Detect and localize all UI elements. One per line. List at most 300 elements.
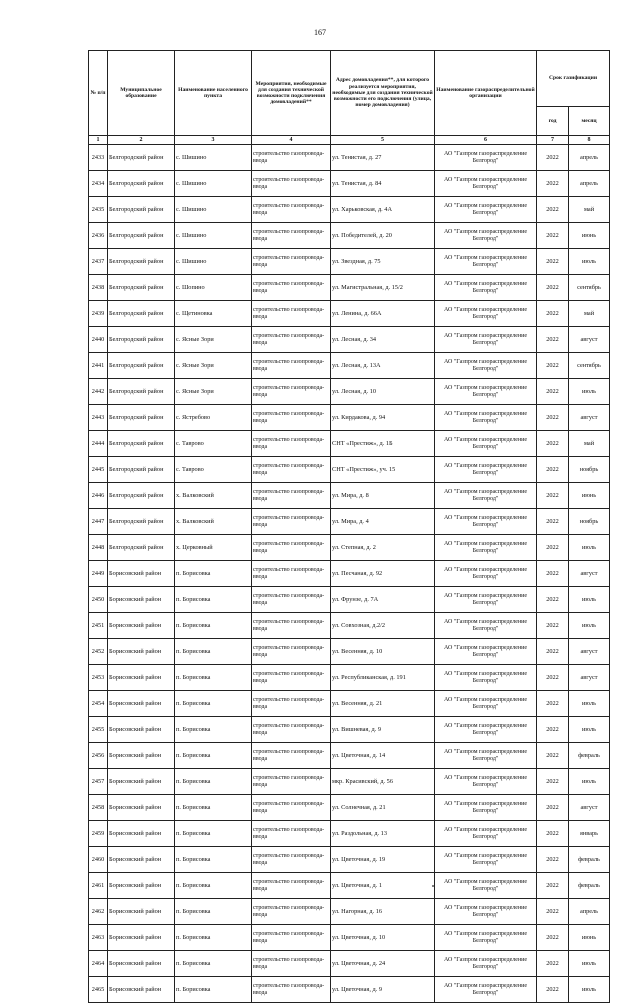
address-cell: ул. Харьковская, д. 4А bbox=[331, 197, 435, 223]
activity-cell: строительство газопровода-ввода bbox=[252, 587, 331, 613]
address-cell: ул. Степная, д. 2 bbox=[331, 535, 435, 561]
activity-cell: строительство газопровода-ввода bbox=[252, 795, 331, 821]
settlement-cell: п. Борисовка bbox=[175, 795, 252, 821]
settlement-cell: п. Борисовка bbox=[175, 899, 252, 925]
year-cell: 2022 bbox=[537, 665, 569, 691]
table-row bbox=[89, 379, 610, 405]
table-row bbox=[89, 821, 610, 847]
table-row bbox=[89, 145, 610, 171]
row-number: 2457 bbox=[89, 769, 108, 795]
row-number: 2450 bbox=[89, 587, 108, 613]
table-row bbox=[89, 769, 610, 795]
year-cell: 2022 bbox=[537, 145, 569, 171]
row-number: 2443 bbox=[89, 405, 108, 431]
address-cell: ул. Мира, д. 8 bbox=[331, 483, 435, 509]
row-number: 2442 bbox=[89, 379, 108, 405]
month-cell: июль bbox=[569, 379, 610, 405]
address-cell: ул. Совхозная, д.2/2 bbox=[331, 613, 435, 639]
activity-cell: строительство газопровода-ввода bbox=[252, 171, 331, 197]
month-cell: июль bbox=[569, 769, 610, 795]
month-cell: август bbox=[569, 665, 610, 691]
settlement-cell: с. Шишино bbox=[175, 249, 252, 275]
organization-cell: АО "Газпром газораспределение Белгород" bbox=[435, 171, 537, 197]
table-row bbox=[89, 353, 610, 379]
year-cell: 2022 bbox=[537, 223, 569, 249]
address-cell: ул. Звездная, д. 75 bbox=[331, 249, 435, 275]
address-cell: ул. Лесная, д. 34 bbox=[331, 327, 435, 353]
year-cell: 2022 bbox=[537, 717, 569, 743]
table-row bbox=[89, 327, 610, 353]
activity-cell: строительство газопровода-ввода bbox=[252, 743, 331, 769]
municipality-cell: Борисовский район bbox=[108, 717, 175, 743]
settlement-cell: с. Щетиновка bbox=[175, 301, 252, 327]
address-cell: ул. Тенистая, д. 84 bbox=[331, 171, 435, 197]
settlement-cell: п. Борисовка bbox=[175, 717, 252, 743]
address-cell: ул. Кирдакова, д. 94 bbox=[331, 405, 435, 431]
table-row bbox=[89, 509, 610, 535]
settlement-cell: с. Шишино bbox=[175, 145, 252, 171]
month-cell: июль bbox=[569, 977, 610, 1003]
header-address: Адрес домовладения**, для которого реализуется мероприятия, необходимые для создания технической возможности его подключения (улица, номер домовладения) bbox=[331, 51, 435, 136]
table-row bbox=[89, 249, 610, 275]
municipality-cell: Белгородский район bbox=[108, 509, 175, 535]
month-cell: июль bbox=[569, 613, 610, 639]
organization-cell: АО "Газпром газораспределение Белгород" bbox=[435, 743, 537, 769]
settlement-cell: п. Борисовка bbox=[175, 821, 252, 847]
municipality-cell: Борисовский район bbox=[108, 977, 175, 1003]
organization-cell: АО "Газпром газораспределение Белгород" bbox=[435, 873, 537, 899]
year-cell: 2022 bbox=[537, 977, 569, 1003]
settlement-cell: с. Ясные Зори bbox=[175, 379, 252, 405]
organization-cell: АО "Газпром газораспределение Белгород" bbox=[435, 249, 537, 275]
year-cell: 2022 bbox=[537, 769, 569, 795]
municipality-cell: Белгородский район bbox=[108, 457, 175, 483]
organization-cell: АО "Газпром газораспределение Белгород" bbox=[435, 795, 537, 821]
activity-cell: строительство газопровода-ввода bbox=[252, 847, 331, 873]
month-cell: август bbox=[569, 561, 610, 587]
organization-cell: АО "Газпром газораспределение Белгород" bbox=[435, 691, 537, 717]
row-number: 2460 bbox=[89, 847, 108, 873]
row-number: 2458 bbox=[89, 795, 108, 821]
settlement-cell: с. Ясные Зори bbox=[175, 353, 252, 379]
municipality-cell: Борисовский район bbox=[108, 639, 175, 665]
settlement-cell: п. Борисовка bbox=[175, 951, 252, 977]
year-cell: 2022 bbox=[537, 847, 569, 873]
row-number: 2438 bbox=[89, 275, 108, 301]
table-row bbox=[89, 535, 610, 561]
row-number: 2441 bbox=[89, 353, 108, 379]
settlement-cell: п. Борисовка bbox=[175, 743, 252, 769]
address-cell: ул. Солнечная, д. 21 bbox=[331, 795, 435, 821]
year-cell: 2022 bbox=[537, 405, 569, 431]
address-cell: ул. Раздольная, д. 13 bbox=[331, 821, 435, 847]
table-row bbox=[89, 613, 610, 639]
month-cell: сентябрь bbox=[569, 353, 610, 379]
address-cell: ул. Цветочная, д. 9 bbox=[331, 977, 435, 1003]
month-cell: ноябрь bbox=[569, 509, 610, 535]
table-row bbox=[89, 483, 610, 509]
activity-cell: строительство газопровода-ввода bbox=[252, 977, 331, 1003]
row-number: 2463 bbox=[89, 925, 108, 951]
table-row bbox=[89, 431, 610, 457]
organization-cell: АО "Газпром газораспределение Белгород" bbox=[435, 353, 537, 379]
address-cell: ул. Цветочная, д. 19 bbox=[331, 847, 435, 873]
municipality-cell: Борисовский район bbox=[108, 561, 175, 587]
municipality-cell: Белгородский район bbox=[108, 483, 175, 509]
organization-cell: АО "Газпром газораспределение Белгород" bbox=[435, 613, 537, 639]
column-number: 7 bbox=[537, 136, 569, 145]
municipality-cell: Белгородский район bbox=[108, 327, 175, 353]
year-cell: 2022 bbox=[537, 457, 569, 483]
settlement-cell: с. Таврово bbox=[175, 431, 252, 457]
activity-cell: строительство газопровода-ввода bbox=[252, 223, 331, 249]
activity-cell: строительство газопровода-ввода bbox=[252, 275, 331, 301]
settlement-cell: с. Таврово bbox=[175, 457, 252, 483]
year-cell: 2022 bbox=[537, 535, 569, 561]
year-cell: 2022 bbox=[537, 821, 569, 847]
header-activity: Мероприятия, необходимые для создания технической возможности подключения домовладений** bbox=[252, 51, 331, 136]
row-number: 2462 bbox=[89, 899, 108, 925]
table-row bbox=[89, 197, 610, 223]
municipality-cell: Борисовский район bbox=[108, 951, 175, 977]
address-cell: ул. Цветочная, д. 14 bbox=[331, 743, 435, 769]
activity-cell: строительство газопровода-ввода bbox=[252, 431, 331, 457]
row-number: 2437 bbox=[89, 249, 108, 275]
municipality-cell: Белгородский район bbox=[108, 405, 175, 431]
table-row bbox=[89, 587, 610, 613]
row-number: 2444 bbox=[89, 431, 108, 457]
year-cell: 2022 bbox=[537, 951, 569, 977]
month-cell: июль bbox=[569, 587, 610, 613]
address-cell: ул. Магистральная, д. 15/2 bbox=[331, 275, 435, 301]
month-cell: июль bbox=[569, 249, 610, 275]
month-cell: июль bbox=[569, 691, 610, 717]
activity-cell: строительство газопровода-ввода bbox=[252, 457, 331, 483]
month-cell: июнь bbox=[569, 925, 610, 951]
row-number: 2465 bbox=[89, 977, 108, 1003]
activity-cell: строительство газопровода-ввода bbox=[252, 925, 331, 951]
municipality-cell: Борисовский район bbox=[108, 925, 175, 951]
municipality-cell: Борисовский район bbox=[108, 743, 175, 769]
year-cell: 2022 bbox=[537, 327, 569, 353]
table-row bbox=[89, 925, 610, 951]
organization-cell: АО "Газпром газораспределение Белгород" bbox=[435, 275, 537, 301]
activity-cell: строительство газопровода-ввода bbox=[252, 509, 331, 535]
settlement-cell: п. Борисовка bbox=[175, 691, 252, 717]
activity-cell: строительство газопровода-ввода bbox=[252, 665, 331, 691]
year-cell: 2022 bbox=[537, 613, 569, 639]
row-number: 2435 bbox=[89, 197, 108, 223]
municipality-cell: Белгородский район bbox=[108, 145, 175, 171]
column-number: 4 bbox=[252, 136, 331, 145]
month-cell: август bbox=[569, 327, 610, 353]
year-cell: 2022 bbox=[537, 509, 569, 535]
month-cell: ноябрь bbox=[569, 457, 610, 483]
table-row bbox=[89, 665, 610, 691]
year-cell: 2022 bbox=[537, 873, 569, 899]
header-month: месяц bbox=[569, 107, 610, 136]
organization-cell: АО "Газпром газораспределение Белгород" bbox=[435, 379, 537, 405]
activity-cell: строительство газопровода-ввода bbox=[252, 769, 331, 795]
column-number: 8 bbox=[569, 136, 610, 145]
municipality-cell: Борисовский район bbox=[108, 821, 175, 847]
settlement-cell: п. Борисовка bbox=[175, 639, 252, 665]
row-number: 2454 bbox=[89, 691, 108, 717]
municipality-cell: Белгородский район bbox=[108, 275, 175, 301]
year-cell: 2022 bbox=[537, 353, 569, 379]
organization-cell: АО "Газпром газораспределение Белгород" bbox=[435, 145, 537, 171]
month-cell: апрель bbox=[569, 899, 610, 925]
organization-cell: АО "Газпром газораспределение Белгород" bbox=[435, 847, 537, 873]
column-number: 3 bbox=[175, 136, 252, 145]
organization-cell: АО "Газпром газораспределение Белгород" bbox=[435, 301, 537, 327]
year-cell: 2022 bbox=[537, 899, 569, 925]
address-cell: СНТ «Престиж», д. 1Б bbox=[331, 431, 435, 457]
month-cell: август bbox=[569, 405, 610, 431]
table-row bbox=[89, 301, 610, 327]
year-cell: 2022 bbox=[537, 795, 569, 821]
municipality-cell: Белгородский район bbox=[108, 249, 175, 275]
activity-cell: строительство газопровода-ввода bbox=[252, 405, 331, 431]
year-cell: 2022 bbox=[537, 743, 569, 769]
settlement-cell: с. Ясные Зори bbox=[175, 327, 252, 353]
activity-cell: строительство газопровода-ввода bbox=[252, 353, 331, 379]
organization-cell: АО "Газпром газораспределение Белгород" bbox=[435, 587, 537, 613]
year-cell: 2022 bbox=[537, 483, 569, 509]
header-num: № п/п bbox=[89, 51, 108, 136]
address-cell: ул. Песчаная, д. 92 bbox=[331, 561, 435, 587]
month-cell: сентябрь bbox=[569, 275, 610, 301]
row-number: 2439 bbox=[89, 301, 108, 327]
activity-cell: строительство газопровода-ввода bbox=[252, 717, 331, 743]
settlement-cell: с. Шопино bbox=[175, 275, 252, 301]
row-number: 2451 bbox=[89, 613, 108, 639]
column-number: 5 bbox=[331, 136, 435, 145]
table-header bbox=[89, 51, 610, 145]
header-settlement: Наименование населенного пункта bbox=[175, 51, 252, 136]
address-cell: ул. Лесная, д. 10 bbox=[331, 379, 435, 405]
municipality-cell: Борисовский район bbox=[108, 665, 175, 691]
month-cell: июнь bbox=[569, 483, 610, 509]
organization-cell: АО "Газпром газораспределение Белгород" bbox=[435, 405, 537, 431]
settlement-cell: п. Борисовка bbox=[175, 977, 252, 1003]
row-number: 2452 bbox=[89, 639, 108, 665]
year-cell: 2022 bbox=[537, 301, 569, 327]
month-cell: февраль bbox=[569, 873, 610, 899]
municipality-cell: Борисовский район bbox=[108, 847, 175, 873]
activity-cell: строительство газопровода-ввода bbox=[252, 561, 331, 587]
year-cell: 2022 bbox=[537, 249, 569, 275]
activity-cell: строительство газопровода-ввода bbox=[252, 379, 331, 405]
municipality-cell: Белгородский район bbox=[108, 223, 175, 249]
year-cell: 2022 bbox=[537, 561, 569, 587]
organization-cell: АО "Газпром газораспределение Белгород" bbox=[435, 925, 537, 951]
activity-cell: строительство газопровода-ввода bbox=[252, 691, 331, 717]
table-row bbox=[89, 847, 610, 873]
organization-cell: АО "Газпром газораспределение Белгород" bbox=[435, 327, 537, 353]
column-number: 2 bbox=[108, 136, 175, 145]
settlement-cell: с. Ястребово bbox=[175, 405, 252, 431]
column-number: 6 bbox=[435, 136, 537, 145]
organization-cell: АО "Газпром газораспределение Белгород" bbox=[435, 431, 537, 457]
year-cell: 2022 bbox=[537, 925, 569, 951]
header-term: Срок газификации bbox=[537, 51, 610, 107]
settlement-cell: п. Борисовка bbox=[175, 561, 252, 587]
row-number: 2436 bbox=[89, 223, 108, 249]
row-number: 2464 bbox=[89, 951, 108, 977]
activity-cell: строительство газопровода-ввода bbox=[252, 873, 331, 899]
organization-cell: АО "Газпром газораспределение Белгород" bbox=[435, 457, 537, 483]
column-number-row bbox=[89, 136, 610, 145]
address-cell: ул. Цветочная, д. 1 bbox=[331, 873, 435, 899]
month-cell: январь bbox=[569, 821, 610, 847]
organization-cell: АО "Газпром газораспределение Белгород" bbox=[435, 509, 537, 535]
table-row bbox=[89, 457, 610, 483]
table-row bbox=[89, 977, 610, 1003]
row-number: 2434 bbox=[89, 171, 108, 197]
organization-cell: АО "Газпром газораспределение Белгород" bbox=[435, 769, 537, 795]
activity-cell: строительство газопровода-ввода bbox=[252, 821, 331, 847]
address-cell: ул. Весенняя, д. 21 bbox=[331, 691, 435, 717]
row-number: 2433 bbox=[89, 145, 108, 171]
address-cell: ул. Республиканская, д. 191 bbox=[331, 665, 435, 691]
municipality-cell: Борисовский район bbox=[108, 899, 175, 925]
month-cell: апрель bbox=[569, 145, 610, 171]
address-cell: ул. Тенистая, д. 27 bbox=[331, 145, 435, 171]
table-row bbox=[89, 873, 610, 899]
municipality-cell: Белгородский район bbox=[108, 301, 175, 327]
month-cell: август bbox=[569, 639, 610, 665]
municipality-cell: Борисовский район bbox=[108, 587, 175, 613]
row-number: 2459 bbox=[89, 821, 108, 847]
activity-cell: строительство газопровода-ввода bbox=[252, 327, 331, 353]
table-row bbox=[89, 691, 610, 717]
activity-cell: строительство газопровода-ввода bbox=[252, 899, 331, 925]
address-cell: СНТ «Престиж», уч. 15 bbox=[331, 457, 435, 483]
page-number: 167 bbox=[314, 28, 326, 37]
header-municipality: Муниципальное образование bbox=[108, 51, 175, 136]
address-cell: ул. Цветочная, д. 24 bbox=[331, 951, 435, 977]
year-cell: 2022 bbox=[537, 639, 569, 665]
organization-cell: АО "Газпром газораспределение Белгород" bbox=[435, 639, 537, 665]
table-row bbox=[89, 561, 610, 587]
municipality-cell: Белгородский район bbox=[108, 535, 175, 561]
municipality-cell: Белгородский район bbox=[108, 353, 175, 379]
table-row bbox=[89, 405, 610, 431]
municipality-cell: Белгородский район bbox=[108, 197, 175, 223]
address-cell: мкр. Красивский, д. 56 bbox=[331, 769, 435, 795]
settlement-cell: х. Валковский bbox=[175, 483, 252, 509]
municipality-cell: Белгородский район bbox=[108, 379, 175, 405]
municipality-cell: Борисовский район bbox=[108, 795, 175, 821]
address-cell: ул. Победителей, д. 20 bbox=[331, 223, 435, 249]
activity-cell: строительство газопровода-ввода bbox=[252, 197, 331, 223]
row-number: 2453 bbox=[89, 665, 108, 691]
scan-speck bbox=[432, 885, 434, 887]
year-cell: 2022 bbox=[537, 691, 569, 717]
row-number: 2448 bbox=[89, 535, 108, 561]
table-row bbox=[89, 899, 610, 925]
address-cell: ул. Вишневая, д. 9 bbox=[331, 717, 435, 743]
table-row bbox=[89, 951, 610, 977]
year-cell: 2022 bbox=[537, 587, 569, 613]
organization-cell: АО "Газпром газораспределение Белгород" bbox=[435, 821, 537, 847]
year-cell: 2022 bbox=[537, 379, 569, 405]
organization-cell: АО "Газпром газораспределение Белгород" bbox=[435, 717, 537, 743]
activity-cell: строительство газопровода-ввода bbox=[252, 535, 331, 561]
row-number: 2446 bbox=[89, 483, 108, 509]
month-cell: май bbox=[569, 301, 610, 327]
organization-cell: АО "Газпром газораспределение Белгород" bbox=[435, 951, 537, 977]
month-cell: июнь bbox=[569, 223, 610, 249]
organization-cell: АО "Газпром газораспределение Белгород" bbox=[435, 665, 537, 691]
municipality-cell: Борисовский район bbox=[108, 613, 175, 639]
table-row bbox=[89, 743, 610, 769]
address-cell: ул. Лесная, д. 13А bbox=[331, 353, 435, 379]
table-row bbox=[89, 717, 610, 743]
year-cell: 2022 bbox=[537, 431, 569, 457]
activity-cell: строительство газопровода-ввода bbox=[252, 613, 331, 639]
address-cell: ул. Мира, д. 4 bbox=[331, 509, 435, 535]
municipality-cell: Борисовский район bbox=[108, 691, 175, 717]
settlement-cell: п. Борисовка bbox=[175, 613, 252, 639]
table-row bbox=[89, 275, 610, 301]
gasification-table bbox=[88, 50, 610, 1003]
settlement-cell: х. Церковный bbox=[175, 535, 252, 561]
year-cell: 2022 bbox=[537, 197, 569, 223]
settlement-cell: п. Борисовка bbox=[175, 925, 252, 951]
row-number: 2447 bbox=[89, 509, 108, 535]
header-year: год bbox=[537, 107, 569, 136]
activity-cell: строительство газопровода-ввода bbox=[252, 145, 331, 171]
settlement-cell: п. Борисовка bbox=[175, 847, 252, 873]
organization-cell: АО "Газпром газораспределение Белгород" bbox=[435, 899, 537, 925]
month-cell: июль bbox=[569, 951, 610, 977]
month-cell: май bbox=[569, 197, 610, 223]
year-cell: 2022 bbox=[537, 275, 569, 301]
table-row bbox=[89, 795, 610, 821]
settlement-cell: х. Валковский bbox=[175, 509, 252, 535]
organization-cell: АО "Газпром газораспределение Белгород" bbox=[435, 483, 537, 509]
address-cell: ул. Нагорная, д. 16 bbox=[331, 899, 435, 925]
row-number: 2456 bbox=[89, 743, 108, 769]
organization-cell: АО "Газпром газораспределение Белгород" bbox=[435, 977, 537, 1003]
year-cell: 2022 bbox=[537, 171, 569, 197]
month-cell: июль bbox=[569, 717, 610, 743]
address-cell: ул. Ленина, д. 66А bbox=[331, 301, 435, 327]
address-cell: ул. Фрунзе, д. 7А bbox=[331, 587, 435, 613]
organization-cell: АО "Газпром газораспределение Белгород" bbox=[435, 561, 537, 587]
address-cell: ул. Весенняя, д. 10 bbox=[331, 639, 435, 665]
row-number: 2455 bbox=[89, 717, 108, 743]
month-cell: май bbox=[569, 431, 610, 457]
row-number: 2440 bbox=[89, 327, 108, 353]
municipality-cell: Борисовский район bbox=[108, 873, 175, 899]
settlement-cell: п. Борисовка bbox=[175, 873, 252, 899]
settlement-cell: п. Борисовка bbox=[175, 587, 252, 613]
activity-cell: строительство газопровода-ввода bbox=[252, 483, 331, 509]
table-row bbox=[89, 223, 610, 249]
organization-cell: АО "Газпром газораспределение Белгород" bbox=[435, 197, 537, 223]
address-cell: ул. Цветочная, д. 10 bbox=[331, 925, 435, 951]
month-cell: февраль bbox=[569, 847, 610, 873]
table-body bbox=[89, 145, 610, 1003]
settlement-cell: п. Борисовка bbox=[175, 665, 252, 691]
municipality-cell: Белгородский район bbox=[108, 171, 175, 197]
settlement-cell: с. Шишино bbox=[175, 171, 252, 197]
header-organization: Наименование газораспределительной организации bbox=[435, 51, 537, 136]
row-number: 2449 bbox=[89, 561, 108, 587]
